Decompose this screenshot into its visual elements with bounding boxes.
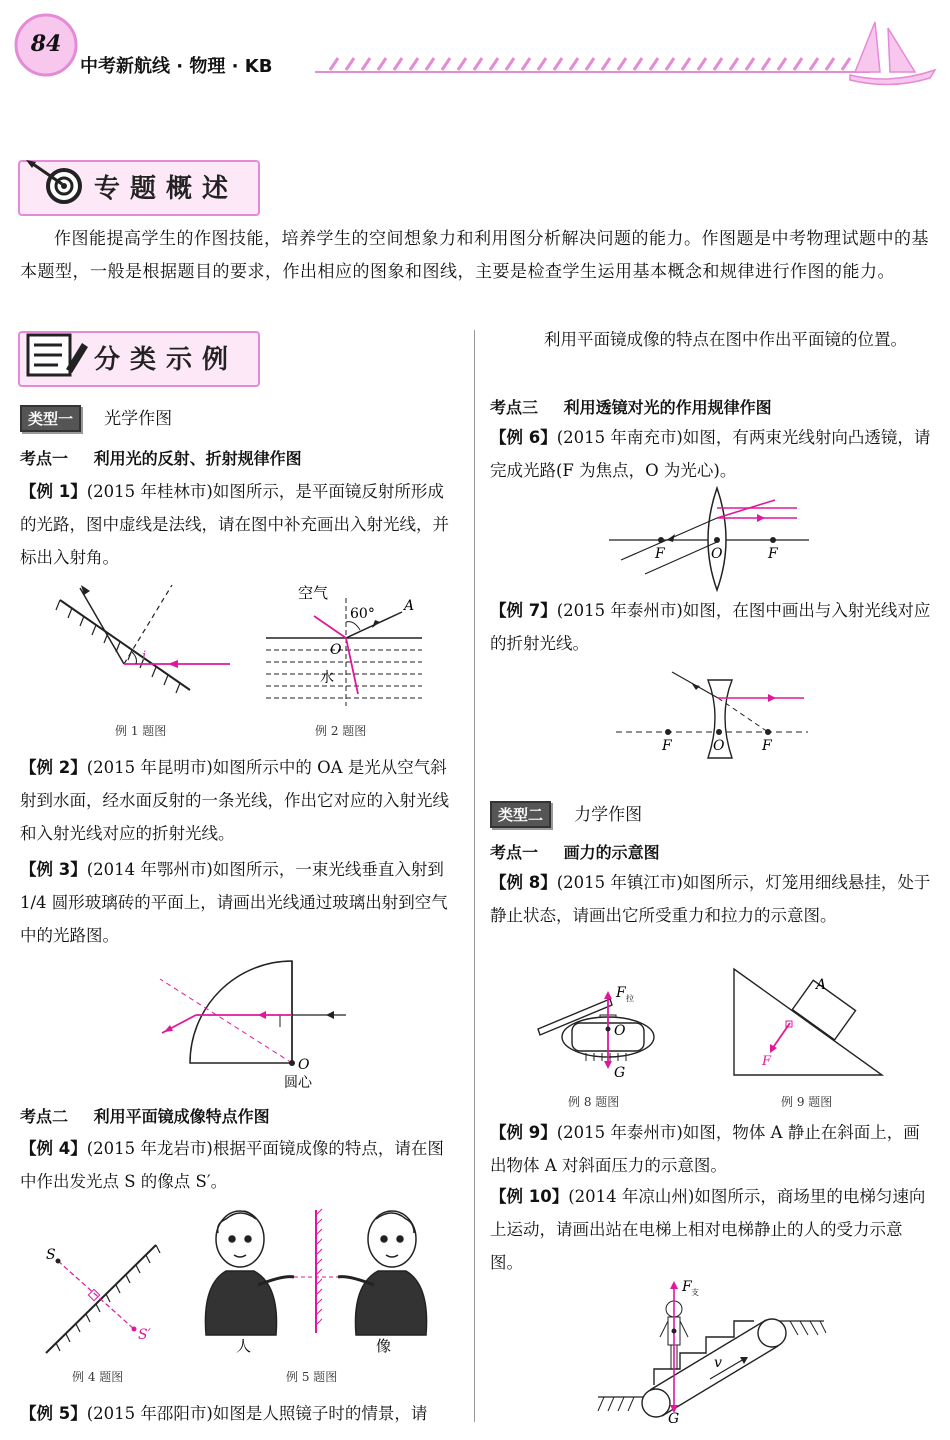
ex7-text: 如图，在图中画出与入射光线对应的折射光线。 (490, 601, 931, 653)
person-figure (205, 1211, 294, 1335)
example-3 (20, 853, 460, 952)
fig10-G-label: G (668, 1411, 680, 1425)
fig4-caption: 例 4 题图 (72, 1370, 124, 1384)
fig2-A-label: A (404, 598, 415, 614)
fig2-angle-label: 60° (350, 606, 375, 622)
kp3-heading (490, 395, 772, 418)
fig6-convex-lens (605, 484, 815, 594)
book-title: 中考新航线 · 物理 · KB (80, 56, 273, 77)
ex1-source: (2015 年桂林市) (86, 482, 213, 501)
fig8-lantern (534, 965, 684, 1085)
page-header (0, 0, 950, 90)
kp1-heading (20, 446, 302, 469)
fig6-F-left: F (655, 546, 665, 562)
ex10-label: 【例 10】 (490, 1187, 569, 1206)
ex1-label: 【例 1】 (20, 482, 87, 501)
target-icon (22, 156, 92, 212)
example-6 (490, 421, 934, 487)
kp1-title: 利用光的反射、折射规律作图 (93, 449, 302, 468)
fig2-caption: 例 2 题图 (315, 724, 367, 738)
fig1-angle-label: i (142, 649, 147, 664)
type2-title: 力学作图 (574, 805, 643, 825)
fig8-F-label: F (616, 985, 626, 1001)
kp2-heading (20, 1104, 270, 1127)
ex5-text: 如图是人照镜子时的情景，请 (212, 1404, 428, 1423)
fig9-A-label: A (816, 977, 827, 993)
fig9-caption: 例 9 题图 (781, 1095, 833, 1109)
example-4 (20, 1132, 460, 1198)
example-9 (490, 1116, 934, 1182)
ex8-source: (2015 年镇江市) (556, 873, 683, 892)
fig5-caption: 例 5 题图 (286, 1370, 338, 1384)
overview-banner (18, 160, 260, 216)
type2-heading (490, 800, 642, 828)
ex3-label: 【例 3】 (20, 860, 87, 879)
fig9-incline (728, 965, 888, 1083)
ex3-source: (2014 年鄂州市) (86, 860, 213, 879)
ex8-text: 如图所示，灯笼用细线悬挂，处于静止状态，请画出它所受重力和拉力的示意图。 (490, 873, 931, 925)
page-number: 84 (30, 31, 62, 57)
type1-title: 光学作图 (104, 409, 173, 429)
type1-heading (20, 404, 172, 432)
example-2 (20, 751, 460, 850)
type1-tag: 类型一 (20, 405, 81, 432)
fig3-glass-diagram (130, 955, 360, 1095)
ex5-source: (2015 年邵阳市) (86, 1404, 213, 1423)
ex10-text: 如图所示，商场里的电梯匀速向上运动，请画出站在电梯上相对电梯静止的人的受力示意图。 (490, 1187, 926, 1272)
kp4-heading (490, 840, 660, 863)
ex4-text: 根据平面镜成像的特点，请在图中作出发光点 S 的像点 S′。 (20, 1139, 444, 1191)
example-1 (20, 475, 460, 574)
examples-title: 分类示例 (94, 345, 239, 375)
fig9-F-label: F (762, 1054, 772, 1069)
fig5-image-label: 像 (376, 1337, 392, 1355)
ex4-label: 【例 4】 (20, 1139, 87, 1158)
fig10-v-label: v (714, 1355, 722, 1371)
fig6-F-right: F (768, 546, 778, 562)
image-figure (338, 1211, 427, 1335)
ex8-label: 【例 8】 (490, 873, 557, 892)
fig10-escalator (594, 1275, 834, 1425)
ex9-label: 【例 9】 (490, 1123, 557, 1142)
ex2-label: 【例 2】 (20, 758, 87, 777)
fig6-O-label: O (711, 546, 723, 562)
example-7 (490, 594, 934, 660)
ex7-source: (2015 年泰州市) (556, 601, 683, 620)
fig7-concave-lens (612, 660, 812, 760)
fig10-F-label: F (682, 1279, 692, 1295)
ex6-text: 如图，有两束光线射向凸透镜，请完成光路(F 为焦点，O 为光心)。 (490, 428, 931, 480)
fig5-person-label: 人 (236, 1337, 252, 1355)
examples-banner (18, 331, 260, 387)
fig2-water-label: 水 (320, 670, 334, 686)
kp2-title: 利用平面镜成像特点作图 (93, 1107, 270, 1126)
fig7-O-label: O (713, 738, 725, 754)
fig4-S-image-label: S′ (138, 1327, 151, 1343)
ex9-text: 如图，物体 A 静止在斜面上，画出物体 A 对斜面压力的示意图。 (490, 1123, 920, 1175)
fig4-S-label: S (46, 1247, 56, 1263)
fig5-mirror-people (196, 1205, 436, 1355)
fig7-F-right: F (762, 738, 772, 754)
kp3-title: 利用透镜对光的作用规律作图 (563, 398, 772, 417)
example-5-continued: 利用平面镜成像的特点在图中作出平面镜的位置。 (544, 330, 907, 349)
ex7-label: 【例 7】 (490, 601, 557, 620)
overview-title: 专题概述 (94, 174, 239, 204)
column-divider (474, 330, 475, 1422)
fig1-mirror-diagram (50, 580, 240, 700)
fig10-F-subscript: 支 (691, 1288, 699, 1297)
fig1-caption: 例 1 题图 (115, 724, 167, 738)
fig4-mirror-diagram (38, 1235, 168, 1360)
overview-text: 作图能提高学生的作图技能，培养学生的空间想象力和利用图分析解决问题的能力。作图题是中考物理试题中的基本题型，一般是根据题目的要求，作出相应的图象和图线，主要是检查学生运用基本概念和规律进行作图的能力。 (20, 229, 929, 282)
ex5-label: 【例 5】 (20, 1404, 87, 1423)
sailboat-icon (850, 22, 935, 85)
ex6-source: (2015 年南充市) (556, 428, 683, 447)
ex2-source: (2015 年昆明市) (86, 758, 213, 777)
fig2-water-diagram (262, 580, 432, 710)
notebook-icon (22, 329, 92, 385)
fig2-air-label: 空气 (298, 584, 329, 602)
type2-tag: 类型二 (490, 801, 551, 828)
ex9-source: (2015 年泰州市) (556, 1123, 683, 1142)
ex10-source: (2014 年凉山州) (568, 1187, 695, 1206)
fig8-G-label: G (614, 1065, 626, 1081)
example-5 (20, 1397, 470, 1430)
fig2-O-label: O (330, 642, 342, 658)
fig8-caption: 例 8 题图 (568, 1095, 620, 1109)
example-8 (490, 866, 934, 932)
kp1-label: 考点一 (20, 449, 69, 468)
fig3-O-label: O (298, 1057, 310, 1073)
kp4-label: 考点一 (490, 843, 539, 862)
kp4-title: 画力的示意图 (563, 843, 660, 862)
fig8-O-label: O (614, 1023, 626, 1039)
fig8-F-subscript: 拉 (626, 994, 634, 1003)
fig3-center-label: 圆心 (284, 1075, 312, 1091)
kp2-label: 考点二 (20, 1107, 69, 1126)
ex4-source: (2015 年龙岩市) (86, 1139, 213, 1158)
ex1-text: 如图所示，是平面镜反射所形成的光路，图中虚线是法线，请在图中补充画出入射光线，并标出入射角。 (20, 482, 449, 567)
ex2-text: 如图所示中的 OA 是光从空气斜射到水面，经水面反射的一条光线，作出它对应的入射光线和入射光线对应的折射光线。 (20, 758, 449, 843)
kp3-label: 考点三 (490, 398, 539, 417)
ex6-label: 【例 6】 (490, 428, 557, 447)
ex3-text: 如图所示，一束光线垂直入射到 1/4 圆形玻璃砖的平面上，请画出光线通过玻璃出射到空气中的光路图。 (20, 860, 448, 945)
fig7-F-left: F (662, 738, 672, 754)
example-10 (490, 1180, 934, 1279)
